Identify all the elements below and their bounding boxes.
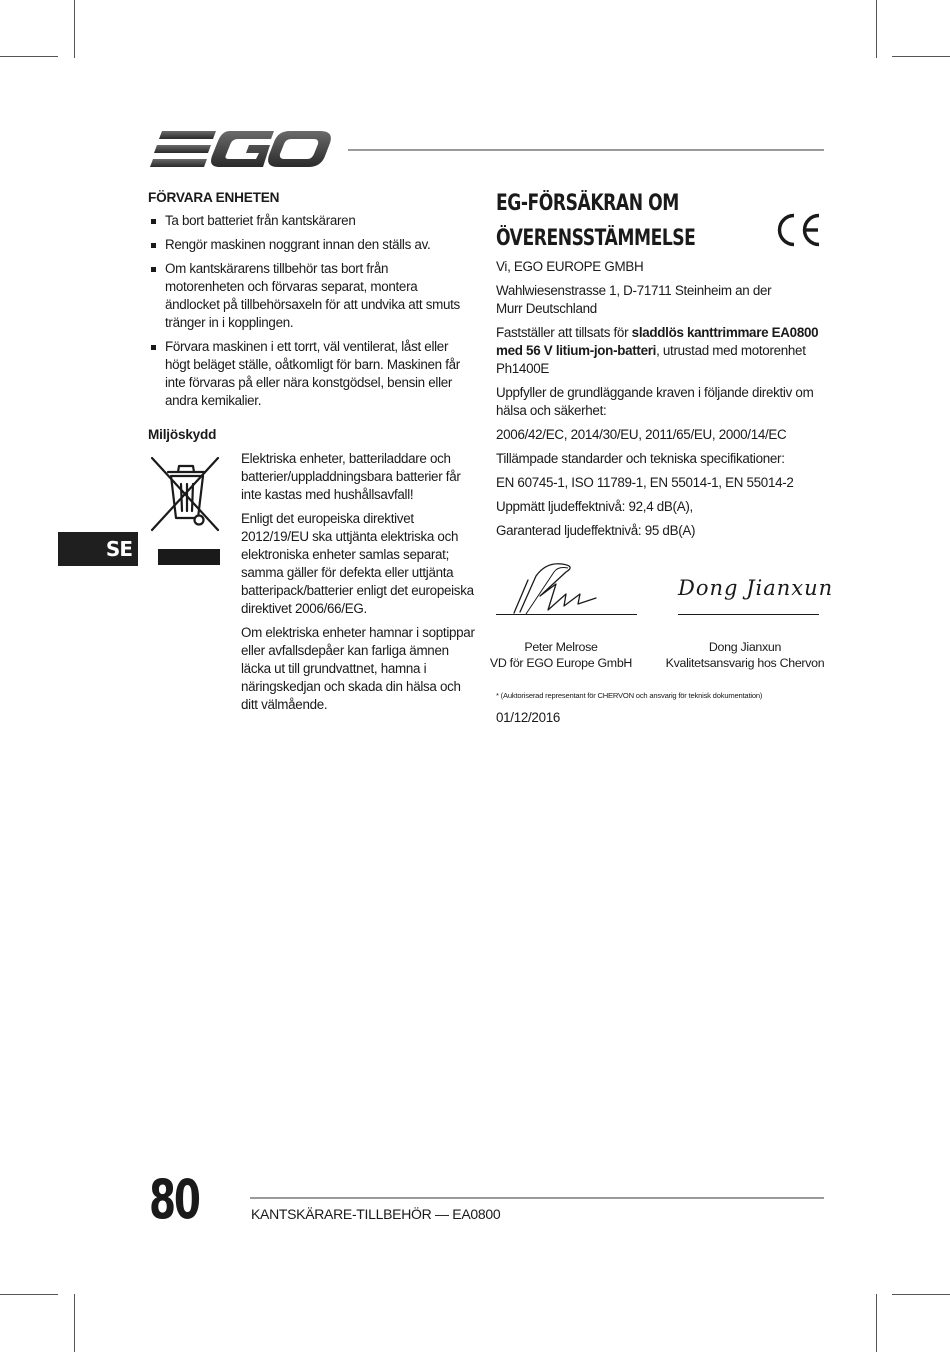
company-address: Wahlwiesenstrasse 1, D-71711 Steinheim an der Murr Deutschland — [496, 283, 772, 316]
environment-paragraph: Om elektriska enheter hamnar i soptippar eller avfallsdepåer kan farliga ämnen läcka ut till grundvattnet, hamna i näringskedjan och skada din hälsa och ditt välmående. — [241, 625, 475, 712]
declaration-prefix: Fastställer att tillsats för — [496, 325, 632, 340]
measured-sound-level: Uppmätt ljudeffektnivå: 92,4 dB(A), — [496, 499, 693, 514]
signature-dong: Dong Jianxun — [678, 576, 834, 600]
signatory-role: VD för EGO Europe GmbH — [489, 656, 633, 670]
list-item: Ta bort batteriet från kantskäraren — [148, 212, 470, 230]
signature-melrose — [506, 558, 616, 618]
environment-text — [241, 450, 476, 720]
standards-label: Tillämpade standarder och tekniska specifikationer: — [496, 451, 785, 466]
declaration-suffix: , utrustad med motorenhet Ph1400E — [496, 343, 806, 376]
footer-doc-title: KANTSKÄRARE-TILLBEHÖR — EA0800 — [251, 1206, 501, 1222]
crop-mark — [74, 1294, 75, 1352]
crop-mark — [892, 56, 950, 57]
list-item: Om kantskärarens tillbehör tas bort från motorenheten och förvaras separat, montera ändlocket på tillbehörsaxeln för att undvika att smuts tränger in i kopplingen. — [148, 260, 470, 332]
declaration-body — [496, 258, 826, 546]
environment-paragraph: Elektriska enheter, batteriladdare och batterier/uppladdningsbara batterier får inte kastas med hushållsavfall! — [241, 451, 461, 502]
standards-list: EN 60745-1, ISO 11789-1, EN 55014-1, EN 55014-2 — [496, 475, 794, 490]
ego-logo — [150, 128, 332, 170]
footer-rule — [250, 1197, 824, 1199]
crop-mark — [0, 56, 58, 57]
declaration-title-line: ÖVERENSSTÄMMELSE — [496, 226, 696, 251]
environment-paragraph: Enligt det europeiska direktivet 2012/19/EU ska uttjänta elektriska och elektroniska enheter samlas separat; samma gäller för defekta eller uttjänta batteripack/batterier enligt det europeiska direktivet 2006/66/EG. — [241, 511, 474, 616]
signatory-dong — [662, 639, 828, 671]
footnote: * (Auktoriserad representant för CHERVON och ansvarig för teknisk dokumentation) — [496, 691, 763, 700]
page-number: 80 — [149, 1168, 199, 1231]
ce-mark-icon — [772, 212, 824, 248]
crop-mark — [876, 1294, 877, 1352]
company-name: Vi, EGO EUROPE GMBH — [496, 259, 644, 274]
crop-mark — [74, 0, 75, 58]
guaranteed-sound-level: Garanterad ljudeffektnivå: 95 dB(A) — [496, 523, 696, 538]
declaration-date: 01/12/2016 — [496, 710, 561, 725]
weee-bin-icon — [150, 454, 222, 566]
product-name: sladdlös kanttrimmare EA0800 med 56 V litium-jon-batteri — [496, 325, 819, 358]
list-item: Rengör maskinen noggrant innan den ställs av. — [148, 236, 470, 254]
declaration-statement — [496, 324, 826, 378]
list-item: Förvara maskinen i ett torrt, väl ventilerat, låst eller högt beläget ställe, oåtkomligt för barn. Maskinen får inte förvaras på eller nära konstgödsel, bensin eller andra kemikalier. — [148, 338, 470, 410]
requirements-text: Uppfyller de grundläggande kraven i följande direktiv om hälsa och säkerhet: — [496, 385, 814, 418]
signatory-role: Kvalitetsansvarig hos Chervon — [665, 656, 825, 670]
signatory-name: Peter Melrose — [524, 640, 598, 654]
language-tab — [58, 532, 138, 566]
signature-line — [678, 614, 819, 615]
header-rule — [348, 149, 824, 151]
signatory-name: Dong Jianxun — [708, 640, 782, 654]
declaration-title — [496, 186, 756, 258]
storage-heading: FÖRVARA ENHETEN — [148, 190, 280, 205]
signature-line — [496, 614, 637, 615]
language-tab-label: SE — [105, 537, 132, 561]
crop-mark — [876, 0, 877, 58]
crop-mark — [0, 1294, 58, 1295]
directives-list: 2006/42/EC, 2014/30/EU, 2011/65/EU, 2000/14/EC — [496, 427, 787, 442]
storage-list — [148, 212, 470, 416]
signatory-melrose — [486, 639, 636, 671]
crop-mark — [892, 1294, 950, 1295]
declaration-title-line: EG-FÖRSÄKRAN OM — [496, 191, 679, 216]
environment-heading: Miljöskydd — [148, 427, 217, 442]
